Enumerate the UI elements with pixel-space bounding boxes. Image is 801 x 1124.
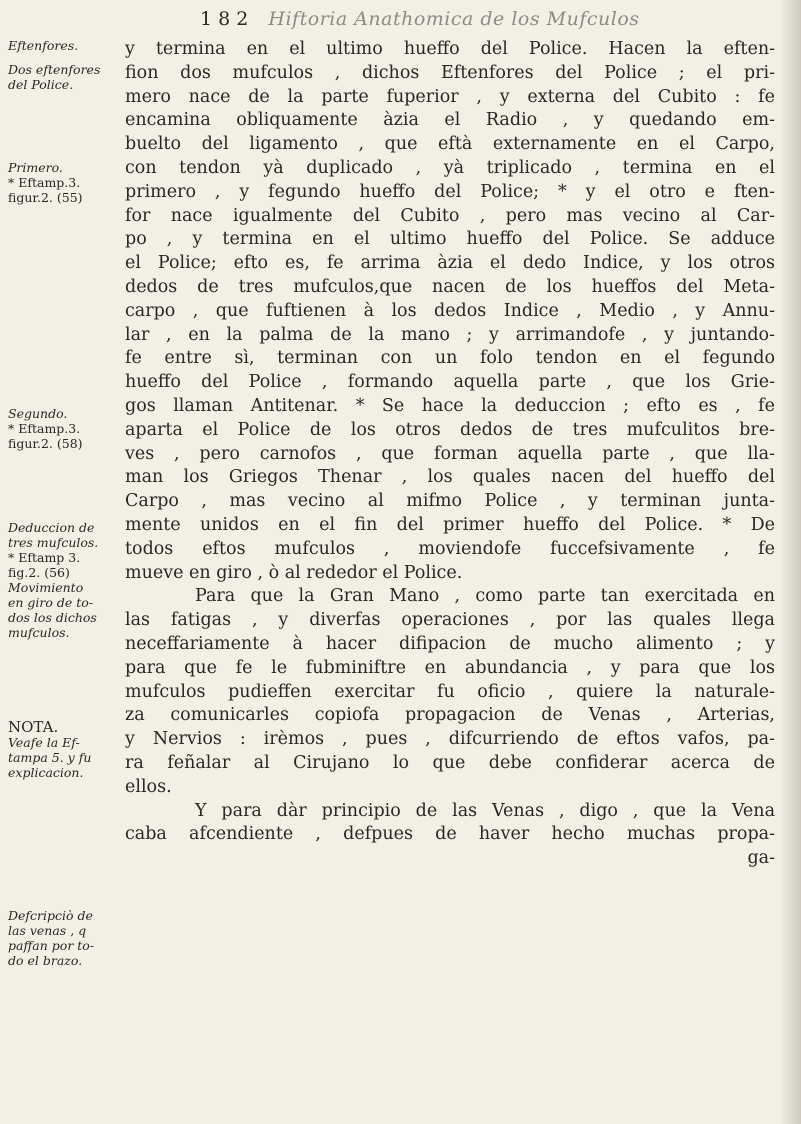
margin-note bbox=[8, 406, 120, 451]
page-number: 1 8 2 bbox=[200, 8, 249, 30]
body-line: carpo , que fuftienen à los dedos Indice , Medio , y Annu- bbox=[125, 300, 775, 321]
margin-note-line: Segundo. bbox=[8, 406, 68, 421]
margin-note-line: explicacion. bbox=[8, 765, 84, 780]
body-line: y Nervios : irèmos , pues , difcurriendo de eftos vafos, pa- bbox=[125, 729, 775, 750]
margin-note bbox=[8, 62, 120, 92]
body-line: neceffariamente à hacer difipacion de mucho alimento ; y bbox=[125, 634, 775, 654]
margin-note-line: Veafe la Ef- bbox=[8, 735, 80, 750]
margin-note-line: figur.2. (58) bbox=[8, 436, 83, 451]
margin-note bbox=[8, 520, 120, 640]
body-line: lar , en la palma de la mano ; y arrimandofe , y juntando- bbox=[125, 324, 775, 345]
margin-note-line: tampa 5. y fu bbox=[8, 750, 92, 765]
body-line: buelto del ligamento , que eftà externamente en el Carpo, bbox=[125, 134, 775, 155]
body-line: dedos de tres mufculos,que nacen de los hueffos del Meta- bbox=[125, 277, 775, 297]
body-line: las fatigas , y diverfas operaciones , por las quales llega bbox=[125, 610, 775, 631]
body-line: para que fe le fubminiftre en abundancia , y para que los bbox=[125, 657, 775, 678]
margin-note-line: fig.2. (56) bbox=[8, 565, 70, 580]
body-line: ellos. bbox=[125, 776, 172, 797]
margin-note-line: las venas , q bbox=[8, 923, 87, 938]
margin-note-line: figur.2. (55) bbox=[8, 190, 83, 205]
body-line: primero , y fegundo hueffo del Police; * y el otro e ften- bbox=[125, 181, 775, 202]
body-line: man los Griegos Thenar , los quales nacen del hueffo del bbox=[125, 467, 775, 488]
margin-note bbox=[8, 720, 120, 780]
body-line: po , y termina en el ultimo hueffo del Police. Se adduce bbox=[125, 229, 775, 250]
body-line: mente unidos en el fin del primer hueffo del Police. * De bbox=[125, 515, 775, 535]
body-line: encamina obliquamente àzia el Radio , y quedando em- bbox=[125, 110, 775, 131]
margin-note-line: dos los dichos bbox=[8, 610, 97, 625]
body-line: mero nace de la parte fuperior , y externa del Cubito : fe bbox=[125, 86, 775, 107]
body-line: con tendon yà duplicado , yà triplicado , termina en el bbox=[125, 158, 775, 178]
margin-note-line: * Eftamp.3. bbox=[8, 175, 81, 190]
margin-note-line: Movimiento bbox=[8, 580, 84, 595]
body-line: fion dos mufculos , dichos Eftenfores del Police ; el pri- bbox=[125, 62, 775, 83]
margin-note-line: Deduccion de bbox=[8, 520, 95, 535]
margin-note bbox=[8, 908, 120, 968]
margin-note-line: del Police. bbox=[8, 77, 74, 92]
body-line: ra feñalar al Cirujano lo que debe confiderar acerca de bbox=[125, 753, 775, 773]
margin-note-line: Primero. bbox=[8, 160, 63, 175]
body-line: aparta el Police de los otros dedos de tres mufculitos bre- bbox=[125, 419, 775, 440]
margin-note-line: mufculos. bbox=[8, 625, 70, 640]
margin-note-line: NOTA. bbox=[8, 718, 59, 736]
page-edge-shadow bbox=[779, 0, 801, 1124]
running-title: Hiftoria Anathomica de los Mufculos bbox=[268, 8, 640, 30]
body-line: fe entre sì, terminan con un folo tendon en el fegundo bbox=[125, 348, 775, 369]
body-line: za comunicarles copiofa propagacion de Venas , Arterias, bbox=[125, 705, 775, 726]
margin-note-line: Dos eftenfores bbox=[8, 62, 101, 77]
body-line: y termina en el ultimo hueffo del Police. Hacen la eften- bbox=[125, 39, 775, 59]
running-header bbox=[200, 8, 760, 30]
body-line: ves , pero carnofos , que forman aquella parte , que lla- bbox=[125, 443, 775, 464]
body-line: Carpo , mas vecino al mifmo Police , y terminan junta- bbox=[125, 491, 775, 512]
body-line: todos eftos mufculos , moviendofe fuccefsivamente , fe bbox=[125, 538, 775, 559]
body-line: hueffo del Police , formando aquella parte , que los Grie- bbox=[125, 372, 775, 393]
margin-note-line: en giro de to- bbox=[8, 595, 94, 610]
body-line: mufculos pudieffen exercitar fu oficio , quiere la naturale- bbox=[125, 681, 775, 702]
margin-note bbox=[8, 160, 120, 205]
margin-note-line: Defcripciò de bbox=[8, 908, 93, 923]
body-line: ga- bbox=[747, 848, 775, 869]
margin-note-line: paffan por to- bbox=[8, 938, 95, 953]
body-line: el Police; efto es, fe arrima àzia el dedo Indice, y los otros bbox=[125, 253, 775, 274]
body-line: Y para dàr principio de las Venas , digo , que la Vena bbox=[195, 800, 775, 821]
margin-note-line: Eftenfores. bbox=[8, 38, 79, 53]
body-line: for nace igualmente del Cubito , pero mas vecino al Car- bbox=[125, 205, 775, 226]
body-line: gos llaman Antitenar. * Se hace la deduccion ; efto es , fe bbox=[125, 396, 775, 416]
body-line: Para que la Gran Mano , como parte tan exercitada en bbox=[195, 586, 775, 607]
body-line: mueve en giro , ò al rededor el Police. bbox=[125, 562, 463, 583]
margin-note-line: * Eftamp 3. bbox=[8, 550, 81, 565]
margin-note-line: * Eftamp.3. bbox=[8, 421, 81, 436]
body-line: caba afcendiente , defpues de haver hecho muchas propa- bbox=[125, 824, 775, 845]
margin-note-line: do el brazo. bbox=[8, 953, 83, 968]
margin-note-line: tres mufculos. bbox=[8, 535, 99, 550]
margin-note bbox=[8, 38, 120, 53]
